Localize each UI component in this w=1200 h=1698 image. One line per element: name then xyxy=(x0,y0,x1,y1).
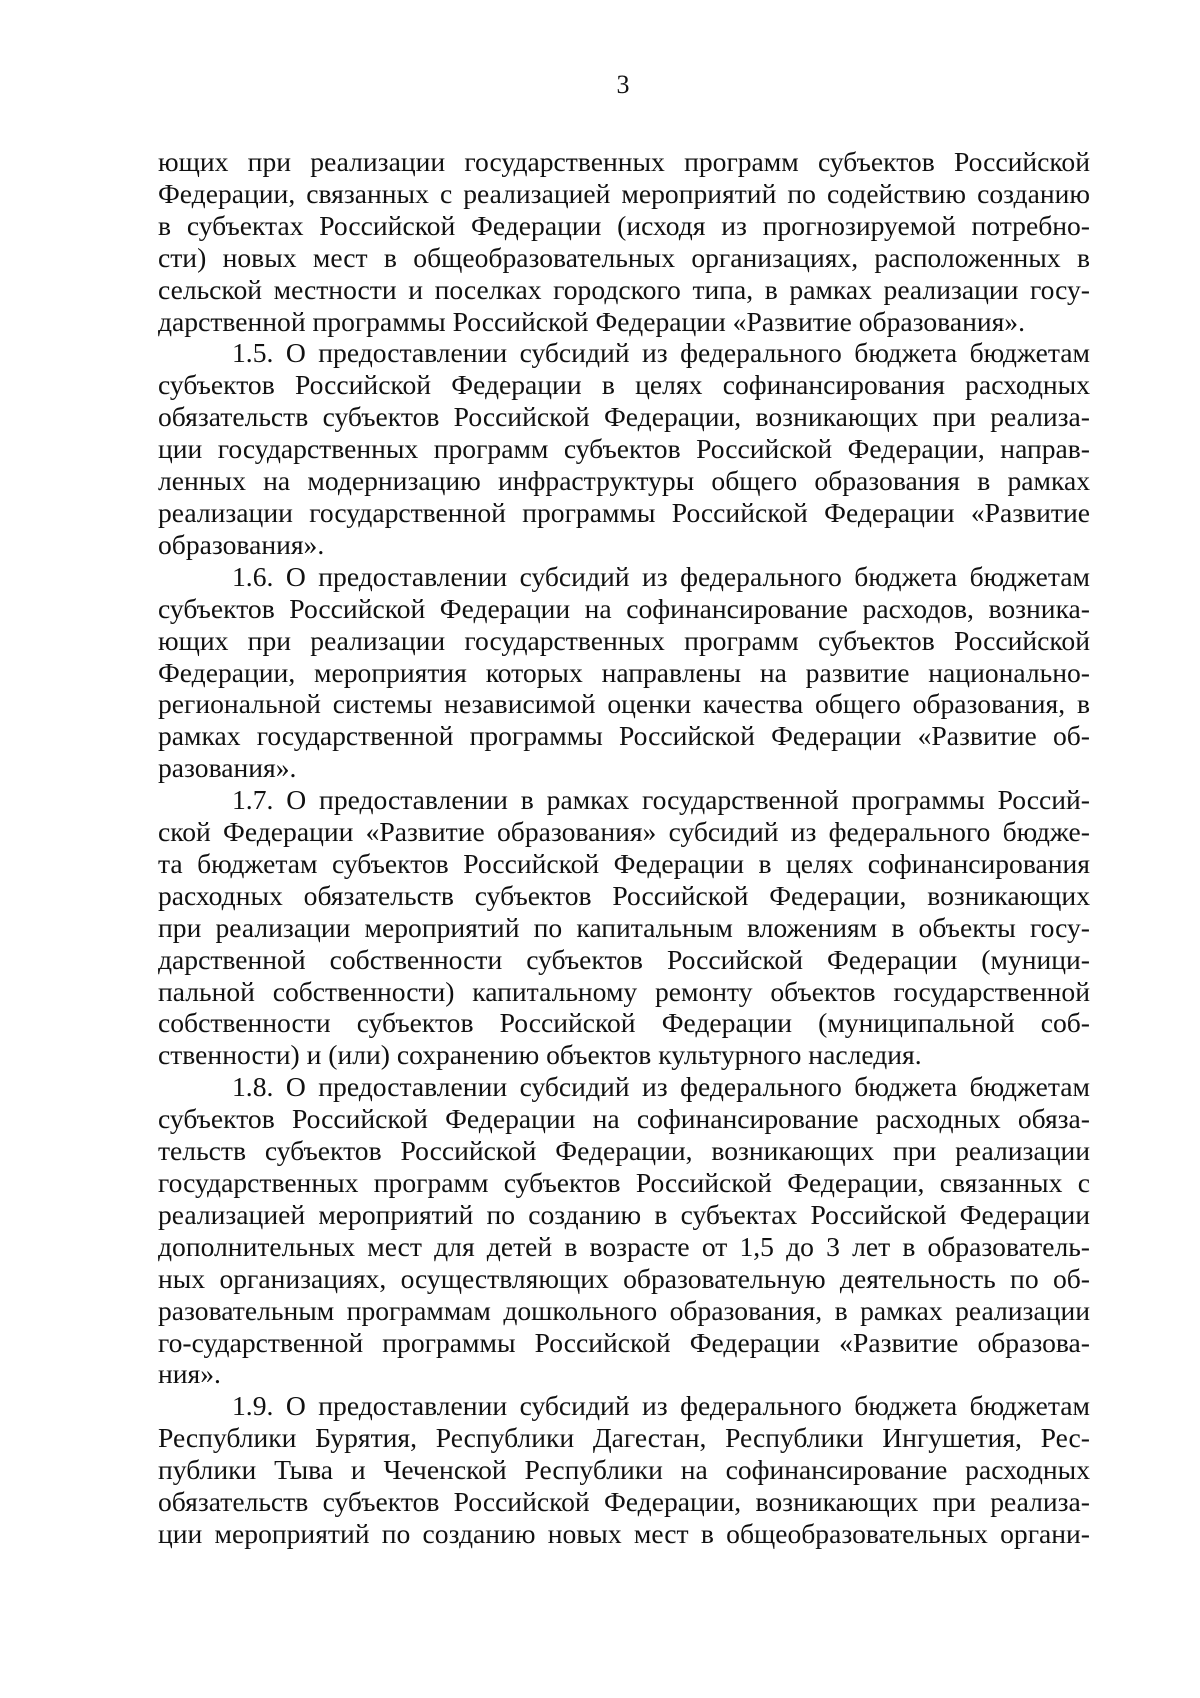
text-line: расходных обязательств субъектов Российской Федерации, возникающих xyxy=(158,879,1090,911)
paragraph-1-8 xyxy=(158,1071,1090,1390)
text-line: разовательным программам дошкольного образования, в рамках реализации xyxy=(158,1294,1090,1326)
text-line: ния». xyxy=(158,1358,221,1390)
paragraph-1-9 xyxy=(158,1390,1090,1550)
text-line: при реализации мероприятий по капитальным вложениям в объекты госу- xyxy=(158,911,1090,943)
text-line: субъектов Российской Федерации на софинансирование расходов, возника- xyxy=(158,592,1090,624)
text-line: 1.8. О предоставлении субсидий из федерального бюджета бюджетам xyxy=(232,1071,1090,1103)
text-line: ственности) и (или) сохранению объектов культурного наследия. xyxy=(158,1039,922,1071)
text-line: рамках государственной программы Российской Федерации «Развитие об- xyxy=(158,720,1090,752)
text-line: ции мероприятий по созданию новых мест в общеобразовательных органи- xyxy=(158,1517,1090,1549)
text-line: 1.7. О предоставлении в рамках государственной программы Россий- xyxy=(232,784,1090,816)
text-line: Республики Бурятия, Республики Дагестан, Республики Ингушетия, Рес- xyxy=(158,1422,1090,1454)
text-line: реализацией мероприятий по созданию в субъектах Российской Федерации xyxy=(158,1198,1090,1230)
text-line: ющих при реализации государственных программ субъектов Российской xyxy=(158,146,1090,177)
text-line: обязательств субъектов Российской Федерации, возникающих при реализа- xyxy=(158,401,1090,433)
text-line: сти) новых мест в общеобразовательных организациях, расположенных в xyxy=(158,241,1090,273)
paragraph-1-5 xyxy=(158,337,1090,560)
paragraph-1-7 xyxy=(158,784,1090,1071)
text-line: обязательств субъектов Российской Федерации, возникающих при реализа- xyxy=(158,1486,1090,1518)
text-line: тельств субъектов Российской Федерации, возникающих при реализации xyxy=(158,1135,1090,1167)
document-body xyxy=(158,146,1090,1550)
text-line: дарственной программы Российской Федерации «Развитие образования». xyxy=(158,305,1025,337)
text-line: ленных на модернизацию инфраструктуры общего образования в рамках xyxy=(158,465,1090,497)
text-line: Федерации, связанных с реализацией мероприятий по содействию созданию xyxy=(158,177,1090,209)
text-line: ции государственных программ субъектов Российской Федерации, направ- xyxy=(158,433,1090,465)
text-line: собственности субъектов Российской Федерации (муниципальной соб- xyxy=(158,1007,1090,1039)
text-line: сельской местности и поселках городского типа, в рамках реализации госу- xyxy=(158,273,1090,305)
text-line: 1.6. О предоставлении субсидий из федерального бюджета бюджетам xyxy=(232,560,1090,592)
text-line: региональной системы независимой оценки качества общего образования, в xyxy=(158,688,1090,720)
paragraph-continuation xyxy=(158,146,1090,337)
text-line: 1.9. О предоставлении субсидий из федерального бюджета бюджетам xyxy=(232,1390,1090,1422)
text-line: ных организациях, осуществляющих образовательную деятельность по об- xyxy=(158,1262,1090,1294)
text-line: Федерации, мероприятия которых направлены на развитие национально- xyxy=(158,656,1090,688)
text-line: субъектов Российской Федерации в целях софинансирования расходных xyxy=(158,369,1090,401)
page-number: 3 xyxy=(616,70,630,99)
text-line: образования». xyxy=(158,528,325,560)
text-line: 1.5. О предоставлении субсидий из федерального бюджета бюджетам xyxy=(232,337,1090,369)
text-line: субъектов Российской Федерации на софинансирование расходных обяза- xyxy=(158,1103,1090,1135)
text-line: публики Тыва и Чеченской Республики на софинансирование расходных xyxy=(158,1454,1090,1486)
text-line: та бюджетам субъектов Российской Федерации в целях софинансирования xyxy=(158,847,1090,879)
paragraph-1-6 xyxy=(158,561,1090,784)
text-line: дарственной собственности субъектов Российской Федерации (муници- xyxy=(158,943,1090,975)
text-line: государственных программ субъектов Российской Федерации, связанных с xyxy=(158,1167,1090,1198)
text-line: дополнительных мест для детей в возрасте от 1,5 до 3 лет в образователь- xyxy=(158,1230,1090,1262)
text-line: реализации государственной программы Российской Федерации «Развитие xyxy=(158,496,1090,528)
text-line: ской Федерации «Развитие образования» субсидий из федерального бюдже- xyxy=(158,816,1090,848)
text-line: разования». xyxy=(158,752,297,784)
text-line: го-сударственной программы Российской Федерации «Развитие образова- xyxy=(158,1326,1090,1358)
text-line: ющих при реализации государственных программ субъектов Российской xyxy=(158,624,1090,656)
text-line: пальной собственности) капитальному ремонту объектов государственной xyxy=(158,975,1090,1007)
text-line: в субъектах Российской Федерации (исходя из прогнозируемой потребно- xyxy=(158,209,1090,241)
